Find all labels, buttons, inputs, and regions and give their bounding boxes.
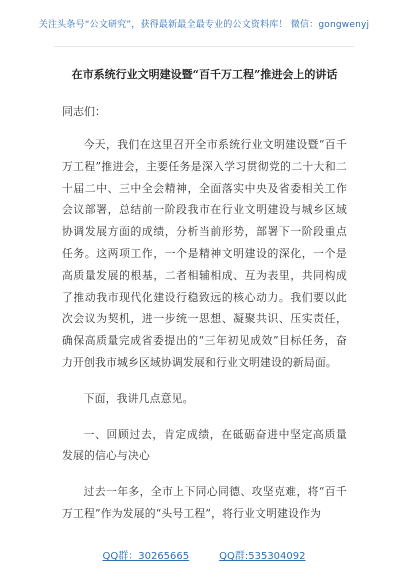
- paragraph-section-1: 过去一年多，全市上下同心同德、攻坚克难，将“百千万工程”作为发展的“头号工程”，将行业文明建设作为: [62, 485, 347, 520]
- salutation: 同志们：: [62, 105, 106, 118]
- qq-group-link-1[interactable]: QQ群：30265665: [102, 551, 190, 562]
- section-heading-1: 一、回顾过去，肯定成绩，在砥砺奋进中坚定高质量发展的信心与决心: [62, 427, 347, 463]
- document-body: [62, 66, 347, 525]
- paragraph-intro: 今天，我们在这里召开全市系统行业文明建设暨“百千万工程”推进会，主要任务是深入学习贯彻党的二十大和二十届二中、三中全会精神，全面落实中央及省委相关工作会议部署，总结前一阶段我市在行业文明建设与城乡区域协调发展方面的成绩，分析当前形势，部署下一阶段重点任务。这两项工作，一个是精神文明建设的深化，一个是高质量发展的根基，二者相辅相成、互为表里，共同构成了推动我市现代化建设行稳致远的核心动力。我们要以此次会议为契机，进一步统一思想、凝聚共识、压实责任，确保高质量完成省委提出的“三年初见成效”目标任务，奋力开创我市城乡区域协调发展和行业文明建设的新局面。: [62, 138, 347, 369]
- contact-footer: [0, 547, 408, 562]
- qq-group-link-2[interactable]: QQ群:535304092: [219, 551, 306, 562]
- header-divider: [54, 46, 354, 47]
- paragraph-transition: 下面，我讲几点意见。: [83, 391, 194, 405]
- document-title: 在市系统行业文明建设暨“百千万工程”推进会上的讲话: [71, 68, 338, 81]
- promo-header: [0, 0, 408, 46]
- promo-header-text: 关注头条号“公文研究”，获得最新最全最专业的公文资料库！ 微信：gongwenyj: [38, 19, 370, 30]
